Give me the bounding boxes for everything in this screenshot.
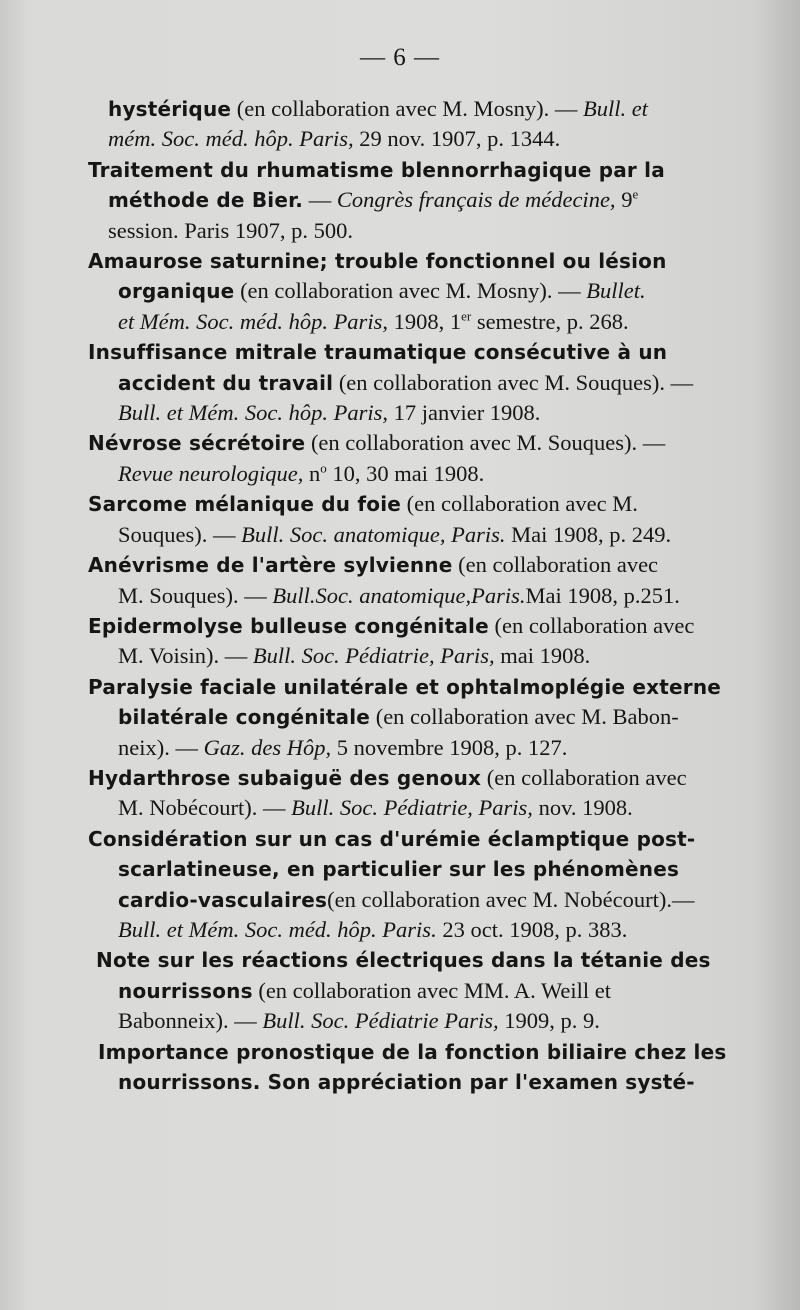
entry-title: Note sur les réactions électriques dans la tétanie des (96, 948, 711, 973)
text-line: mém. Soc. méd. hôp. Paris, 29 nov. 1907, p. 1344. (108, 126, 561, 152)
entry-title: Anévrisme de l'artère sylvienne (88, 553, 453, 578)
text-line: Sarcome mélanique du foie (en collaboration avec M. (88, 491, 638, 517)
page-number: — 6 — (360, 44, 440, 71)
text-line: Babonneix). — Bull. Soc. Pédiatrie Paris, 1909, p. 9. (118, 1008, 600, 1034)
text-line: Anévrisme de l'artère sylvienne (en collaboration avec (88, 552, 659, 578)
text-line: Souques). — Bull. Soc. anatomique, Paris. Mai 1908, p. 249. (118, 521, 672, 547)
text-line: cardio-vasculaires(en collaboration avec M. Nobécourt).— (118, 886, 695, 912)
entry-title: Hydarthrose subaiguë des genoux (88, 765, 482, 790)
entry-title: méthode de Bier. (108, 188, 304, 213)
entry-title: Amaurose saturnine; trouble fonctionnel ou lésion (88, 249, 667, 274)
entry-title: bilatérale congénitale (118, 705, 371, 730)
text-line: M. Souques). — Bull.Soc. anatomique,Paris.Mai 1908, p.251. (118, 582, 680, 608)
entry-title: accident du travail (118, 370, 334, 395)
text-line (88, 672, 728, 702)
entry-title: nourrissons (118, 978, 253, 1003)
text-line (88, 824, 728, 854)
text-line (88, 854, 728, 884)
entry-title: Traitement du rhumatisme blennorrhagique par la (88, 157, 665, 182)
entry-title: Epidermolyse bulleuse congénitale (88, 613, 489, 638)
text-line: Hydarthrose subaiguë des genoux (en collaboration avec (88, 764, 687, 790)
entry-title: Importance pronostique de la fonction biliaire chez les (98, 1039, 727, 1064)
bibliography-text (88, 94, 728, 1097)
text-line: hystérique (en collaboration avec M. Mosny). — Bull. et (108, 96, 648, 121)
text-line: Epidermolyse bulleuse congénitale (en collaboration avec (88, 612, 695, 638)
text-line: Névrose sécrétoire (en collaboration avec M. Souques). — (88, 430, 666, 456)
text-line: Revue neurologique, $n^o$ 10, 30 mai 1908. (118, 460, 485, 486)
text-line: Bull. et Mém. Soc. méd. hôp. Paris. 23 oct. 1908, p. 383. (118, 916, 628, 942)
entry-title: scarlatineuse, en particulier sur les phénomènes (118, 857, 680, 882)
entry-title: nourrissons. Son appréciation par l'examen systé- (118, 1070, 695, 1094)
entry-title: Paralysie faciale unilatérale et ophtalmoplégie externe (88, 674, 722, 699)
entry-title: organique (118, 279, 235, 304)
text-line: M. Voisin). — Bull. Soc. Pédiatrie, Paris, mai 1908. (118, 643, 591, 669)
text-line: session. Paris 1907, p. 500. (108, 217, 354, 243)
text-line: neix). — Gaz. des Hôp, 5 novembre 1908, p. 127. (118, 734, 568, 760)
text-line: Bull. et Mém. Soc. hôp. Paris, 17 janvier 1908. (118, 400, 541, 426)
text-line (88, 945, 728, 975)
text-line: nourrissons (en collaboration avec MM. A. Weill et (118, 977, 612, 1003)
text-line (88, 246, 728, 276)
text-line (88, 1037, 728, 1067)
text-line (88, 155, 728, 185)
entry-title: Sarcome mélanique du foie (88, 492, 402, 517)
entry-title: hystérique (108, 97, 232, 121)
text-line: méthode de Bier. — Congrès français de médecine, 9e (108, 186, 639, 213)
text-line: organique (en collaboration avec M. Mosny). — Bullet. (118, 278, 646, 304)
text-line: bilatérale congénitale (en collaboration avec M. Babon- (118, 704, 679, 730)
entry-title: Considération sur un cas d'urémie éclamptique post- (88, 826, 696, 851)
entry-title: Insuffisance mitrale traumatique consécutive à un (88, 340, 668, 365)
text-line: M. Nobécourt). — Bull. Soc. Pédiatrie, Paris, nov. 1908. (118, 795, 633, 821)
entry-title: cardio-vasculaires (118, 887, 328, 912)
text-line (88, 1067, 728, 1097)
text-line: et Mém. Soc. méd. hôp. Paris, 1908, 1er semestre, p. 268. (118, 308, 629, 334)
text-line (88, 337, 728, 367)
text-line: accident du travail (en collaboration avec M. Souques). — (118, 369, 694, 395)
entry-title: Névrose sécrétoire (88, 431, 306, 456)
